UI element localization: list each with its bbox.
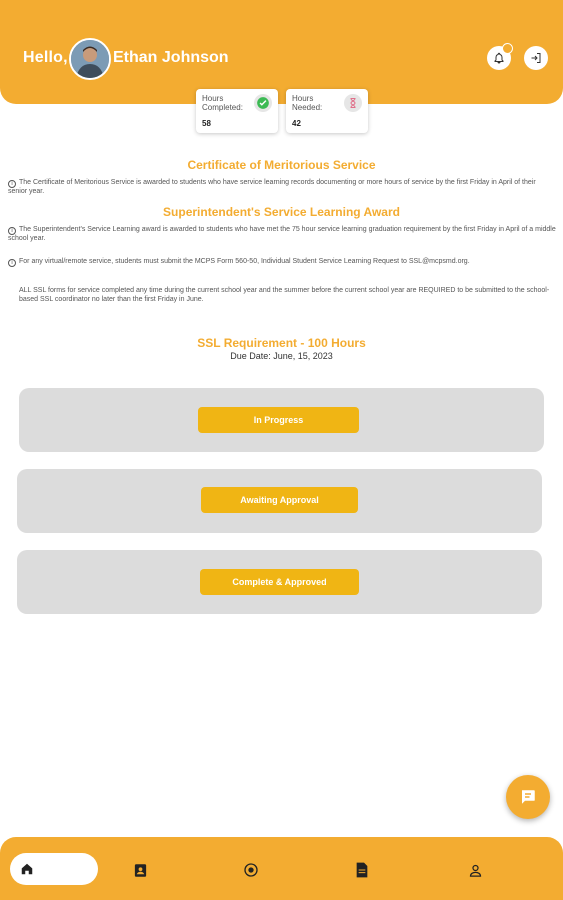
meritorious-text: The Certificate of Meritorious Service is awarded to students who have service learning records documenting or more hours of service by the first Friday in April of their senior year.	[8, 179, 536, 195]
avatar[interactable]	[69, 38, 111, 80]
user-name: Ethan Johnson	[113, 49, 229, 66]
hourglass-icon	[344, 94, 362, 112]
hours-needed-label: Hours Needed:	[292, 94, 323, 112]
logout-button[interactable]	[524, 46, 548, 70]
nav-profile[interactable]	[463, 855, 487, 885]
hours-needed-value: 42	[292, 119, 301, 128]
superintendent-title: Superintendent's Service Learning Award	[163, 205, 400, 219]
check-circle-icon	[254, 94, 272, 112]
profile-icon	[468, 863, 483, 878]
requirement-title: SSL Requirement - 100 Hours	[197, 336, 366, 350]
info-icon: i	[8, 259, 16, 267]
awaiting-approval-button[interactable]: Awaiting Approval	[201, 487, 358, 513]
requirement-due-date: Due Date: June, 15, 2023	[230, 351, 333, 361]
hours-completed-value: 58	[202, 119, 211, 128]
chat-button[interactable]	[506, 775, 550, 819]
meritorious-title: Certificate of Meritorious Service	[187, 158, 376, 172]
bottom-navigation	[0, 837, 563, 900]
in-progress-panel	[19, 388, 544, 452]
hours-needed-card	[286, 89, 368, 133]
nav-contacts[interactable]	[128, 855, 152, 885]
home-icon	[20, 862, 34, 876]
avatar-image	[71, 40, 109, 78]
app-header	[0, 0, 563, 104]
nav-record[interactable]	[239, 855, 263, 885]
record-icon	[243, 862, 259, 878]
info-icon: i	[8, 180, 16, 188]
superintendent-info	[8, 226, 556, 244]
greeting-text: Hello,	[23, 49, 68, 66]
superintendent-text: The Superintendent's Service Learning award is awarded to students who have met the 75 hour service learning graduation requirement by the first Friday in April of a middle school year.	[8, 226, 556, 242]
complete-approved-panel	[17, 550, 542, 614]
meritorious-info	[8, 179, 556, 197]
document-icon	[355, 862, 369, 878]
notifications-button[interactable]	[487, 46, 511, 70]
forms-text: ALL SSL forms for service completed any time during the current school year and the summer before the current school year are REQUIRED to be submitted to the school-based SSL coordinator no later than the first Friday in June.	[19, 287, 550, 303]
nav-home[interactable]	[10, 853, 98, 885]
bell-icon	[493, 52, 505, 64]
chat-icon	[519, 788, 537, 806]
virtual-text: For any virtual/remote service, students must submit the MCPS Form 560-50, Individual Student Service Learning Request to SSL@mcpsmd.org.	[19, 258, 470, 265]
awaiting-approval-panel	[17, 469, 542, 533]
contacts-icon	[133, 863, 148, 878]
virtual-info	[8, 258, 556, 267]
info-icon: i	[8, 227, 16, 235]
nav-documents[interactable]	[350, 855, 374, 885]
logout-icon	[530, 52, 542, 64]
hours-completed-card	[196, 89, 278, 133]
hours-completed-label: Hours Completed:	[202, 94, 243, 112]
in-progress-button[interactable]: In Progress	[198, 407, 359, 433]
complete-approved-button[interactable]: Complete & Approved	[200, 569, 359, 595]
notification-dot	[502, 43, 513, 54]
